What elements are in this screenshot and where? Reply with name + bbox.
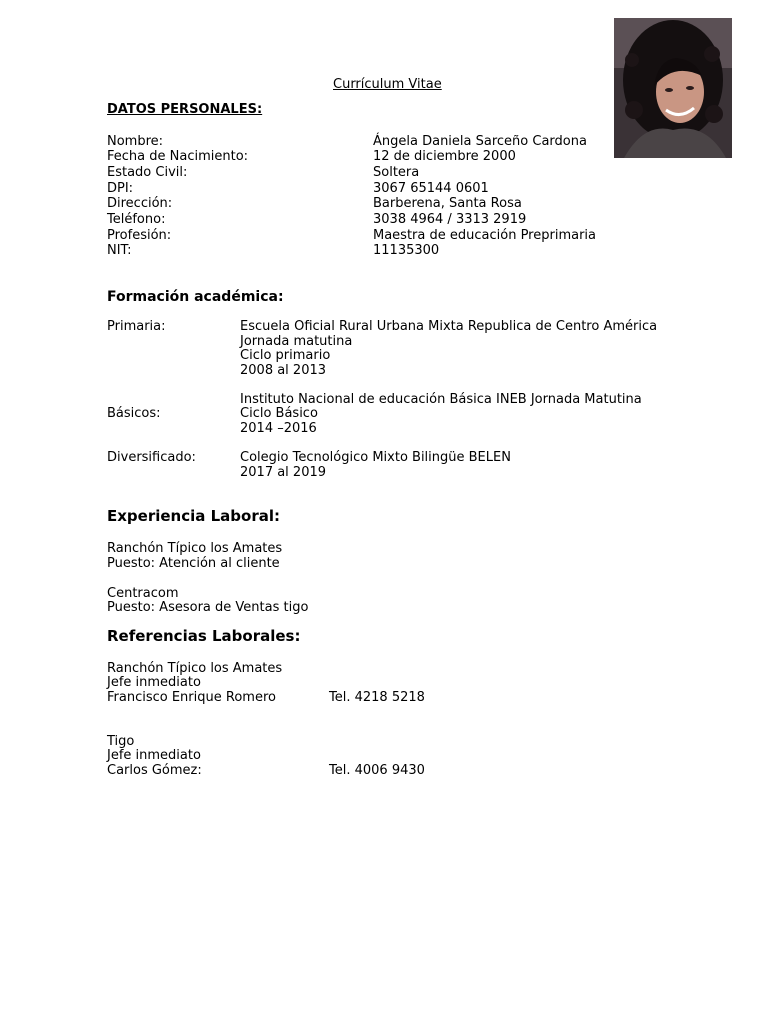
education-heading: Formación académica: <box>107 289 284 305</box>
job-company: Ranchón Típico los Amates <box>107 541 283 556</box>
field-value-profession: Maestra de educación Preprimaria <box>373 228 596 243</box>
education-line: 2014 –2016 <box>240 421 317 436</box>
reference-role: Jefe inmediato <box>107 748 201 763</box>
education-label-diversificado: Diversificado: <box>107 450 196 465</box>
education-label-basicos: Básicos: <box>107 406 161 421</box>
field-value-nit: 11135300 <box>373 243 440 258</box>
field-label-dpi: DPI: <box>107 181 134 196</box>
field-label-name: Nombre: <box>107 134 164 149</box>
education-line: 2017 al 2019 <box>240 465 327 480</box>
profile-photo <box>614 18 732 158</box>
field-value-name: Ángela Daniela Sarceño Cardona <box>373 134 587 149</box>
reference-company: Tigo <box>107 734 135 749</box>
personal-data-heading: DATOS PERSONALES: <box>107 102 263 117</box>
field-label-profession: Profesión: <box>107 228 172 243</box>
field-value-dpi: 3067 65144 0601 <box>373 181 489 196</box>
reference-company: Ranchón Típico los Amates <box>107 661 283 676</box>
reference-phone: Tel. 4218 5218 <box>329 690 425 705</box>
reference-name: Francisco Enrique Romero <box>107 690 276 705</box>
field-value-civil-status: Soltera <box>373 165 420 180</box>
experience-heading: Experiencia Laboral: <box>107 507 280 525</box>
education-line: 2008 al 2013 <box>240 363 327 378</box>
education-line: Jornada matutina <box>240 334 353 349</box>
document-title: Currículum Vitae <box>333 77 442 92</box>
field-label-address: Dirección: <box>107 196 173 211</box>
job-position: Puesto: Atención al cliente <box>107 556 280 571</box>
reference-role: Jefe inmediato <box>107 675 201 690</box>
education-line: Ciclo Básico <box>240 406 318 421</box>
education-line: Escuela Oficial Rural Urbana Mixta Republica de Centro América <box>240 319 658 334</box>
field-label-birthdate: Fecha de Nacimiento: <box>107 149 249 164</box>
job-position: Puesto: Asesora de Ventas tigo <box>107 600 309 615</box>
reference-phone: Tel. 4006 9430 <box>329 763 425 778</box>
education-line: Colegio Tecnológico Mixto Bilingüe BELEN <box>240 450 511 465</box>
field-label-phone: Teléfono: <box>107 212 166 227</box>
references-heading: Referencias Laborales: <box>107 627 301 645</box>
field-value-phone: 3038 4964 / 3313 2919 <box>373 212 527 227</box>
education-line: Ciclo primario <box>240 348 331 363</box>
job-company: Centracom <box>107 586 179 601</box>
field-label-civil-status: Estado Civil: <box>107 165 188 180</box>
reference-name: Carlos Gómez: <box>107 763 202 778</box>
education-label-primaria: Primaria: <box>107 319 166 334</box>
education-line: Instituto Nacional de educación Básica INEB Jornada Matutina <box>240 392 642 407</box>
field-label-nit: NIT: <box>107 243 132 258</box>
field-value-birthdate: 12 de diciembre 2000 <box>373 149 516 164</box>
field-value-address: Barberena, Santa Rosa <box>373 196 522 211</box>
